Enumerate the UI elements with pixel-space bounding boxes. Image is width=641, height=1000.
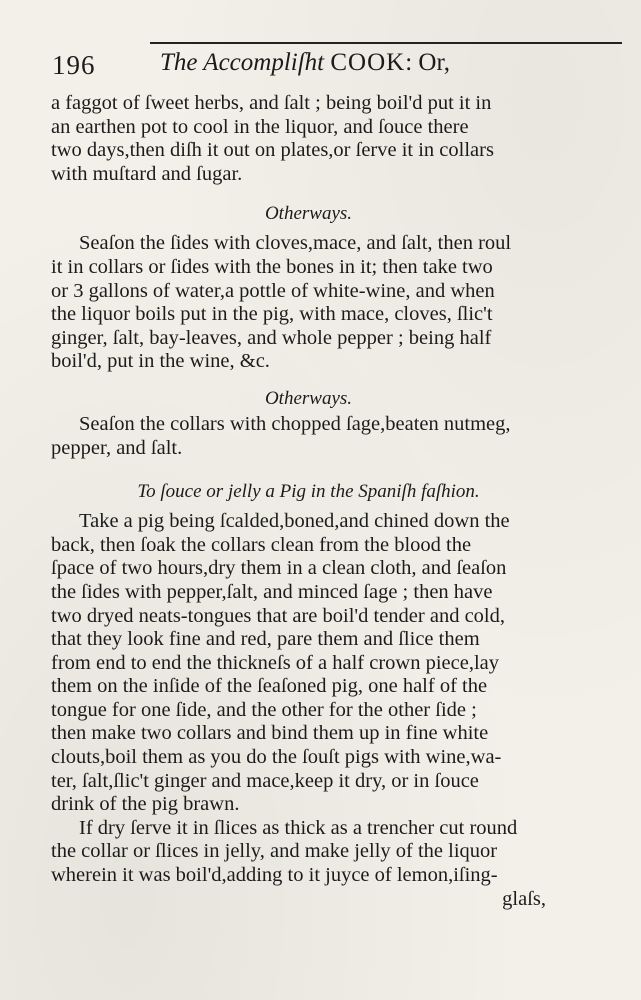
paragraph — [51, 413, 566, 460]
text-line: Seaſon the ſides with cloves,mace, and ſalt, then roul — [79, 232, 512, 255]
text-line: ginger, ſalt, bay-leaves, and whole pepper ; being half — [51, 326, 492, 349]
text-line: or 3 gallons of water,a pottle of white-wine, and when — [51, 279, 495, 302]
text-line: a faggot of ſweet herbs, and ſalt ; being boil'd put it in — [51, 92, 492, 114]
running-head — [52, 42, 564, 82]
text-line: two dryed neats-tongues that are boil'd tender and cold, — [51, 604, 505, 627]
text-line: it in collars or ſides with the bones in it; then take two — [51, 255, 493, 278]
text-line: two days,then diſh it out on plates,or ſerve it in collars — [51, 139, 494, 162]
text-line: Take a pig being ſcalded,boned,and chined down the — [79, 510, 510, 533]
text-line: the liquor boils put in the pig, with mace, cloves, ſlic't — [51, 303, 493, 326]
text-line: the ſides with pepper,ſalt, and minced ſage ; then have — [51, 580, 493, 603]
text-line: pepper, and ſalt. — [51, 436, 183, 459]
text-line: from end to end the thickneſs of a half crown piece,lay — [51, 651, 499, 674]
text-line: them on the inſide of the ſeaſoned pig, one half of the — [51, 675, 488, 698]
paragraph — [51, 510, 566, 817]
paragraph — [51, 232, 566, 374]
text-line: the collar or ſlices in jelly, and make jelly of the liquor — [51, 840, 498, 863]
page-body — [51, 92, 566, 911]
section-heading: Otherways. — [264, 203, 353, 225]
running-title-tail: : Or, — [405, 49, 451, 76]
section-heading: To ſouce or jelly a Pig in the Spaniſh faſhion. — [137, 481, 480, 503]
text-line: ter, ſalt,ſlic't ginger and mace,keep it dry, or in ſouce — [51, 769, 479, 792]
text-line: that they look fine and red, pare them and ſlice them — [51, 628, 480, 651]
text-line: boil'd, put in the wine, &c. — [51, 350, 270, 373]
text-line: clouts,boil them as you do the ſouſt pigs with wine,wa- — [51, 746, 502, 769]
section-heading: Otherways. — [264, 387, 353, 409]
paragraph-continued — [51, 92, 566, 186]
text-line: wherein it was boil'd,adding to it juyce of lemon,iſing- — [51, 864, 498, 887]
head-rule — [150, 42, 622, 44]
text-line: then make two collars and bind them up in fine white — [51, 722, 489, 745]
text-line: with muſtard and ſugar. — [51, 162, 243, 185]
text-line: Seaſon the collars with chopped ſage,beaten nutmeg, — [79, 412, 511, 435]
text-line: If dry ſerve it in ſlices as thick as a trencher cut round — [79, 816, 518, 839]
running-title-caps: COOK — [330, 49, 406, 76]
text-line: ſpace of two hours,dry them in a clean cloth, and ſeaſon — [51, 557, 507, 580]
text-line: tongue for one ſide, and the other for the other ſide ; — [51, 698, 477, 721]
catchword: glaſs, — [502, 887, 546, 910]
running-title-italic: The Accompliſht — [160, 49, 325, 76]
running-title — [160, 49, 450, 77]
text-line: an earthen pot to cool in the liquor, and ſouce there — [51, 115, 469, 138]
paragraph — [51, 817, 566, 911]
text-line: back, then ſoak the collars clean from the blood the — [51, 533, 472, 556]
page-number: 196 — [52, 50, 96, 80]
text-line: drink of the pig brawn. — [51, 793, 240, 816]
